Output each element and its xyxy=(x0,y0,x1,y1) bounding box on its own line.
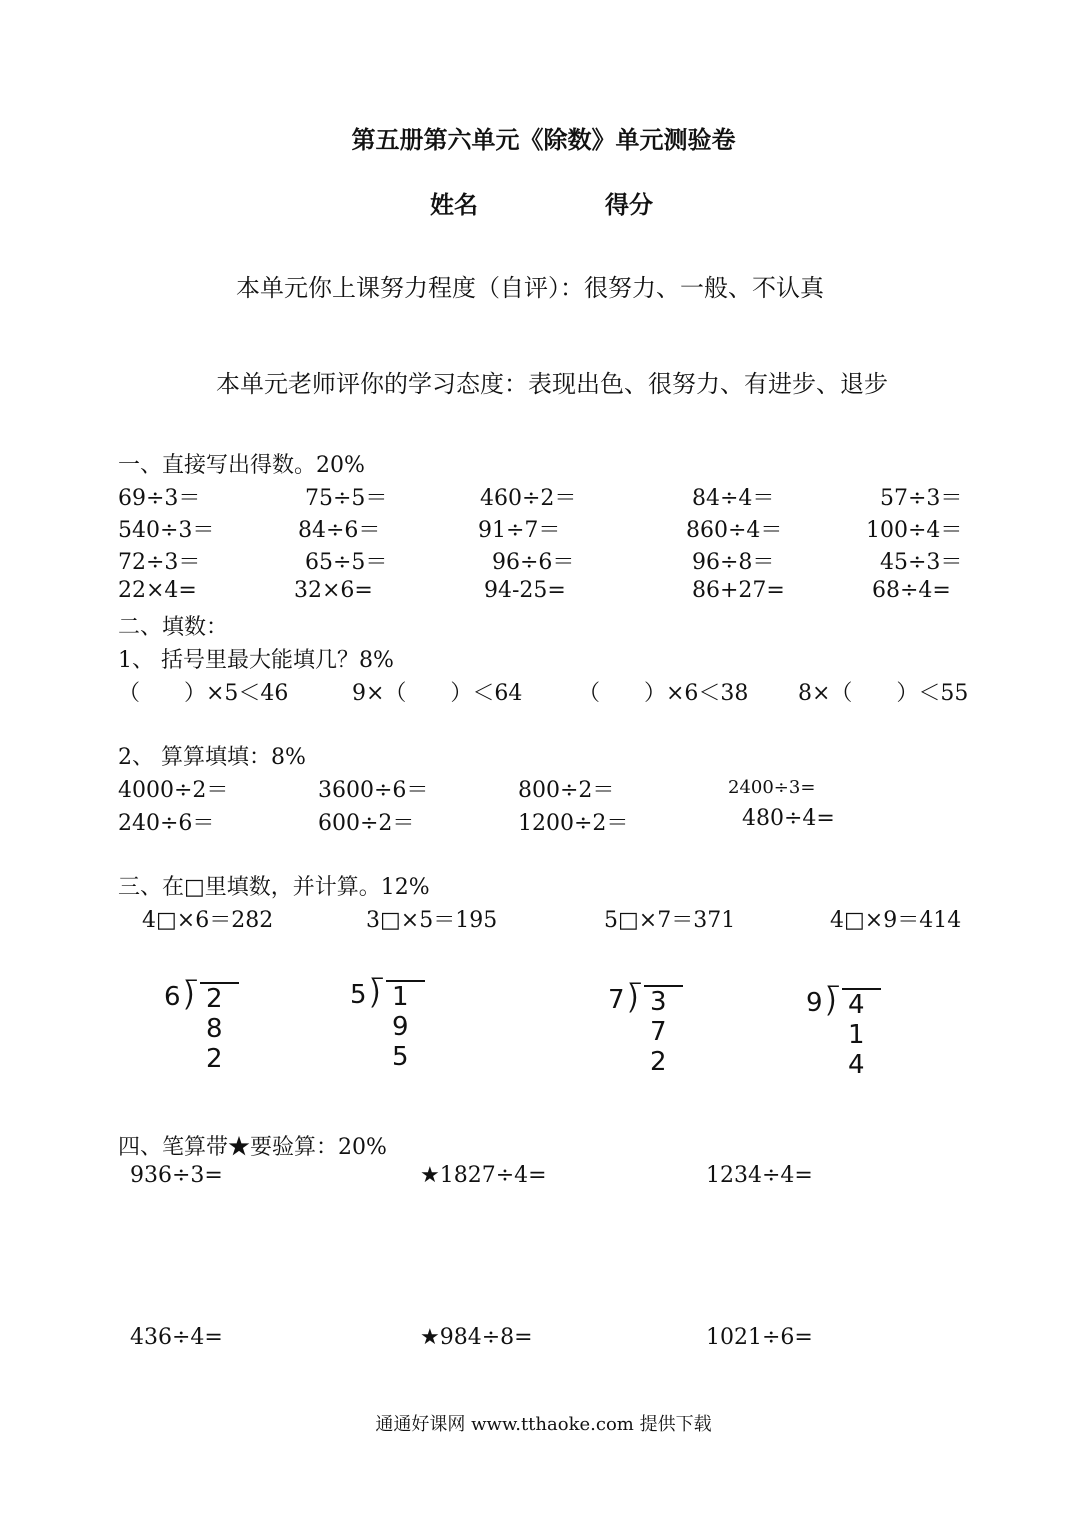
problem: 540÷3＝ xyxy=(118,518,215,543)
problem: 68÷4= xyxy=(872,578,951,603)
footer-text: 通通好课网 www.tthaoke.com 提供下载 xyxy=(375,1414,712,1435)
problem: 75÷5＝ xyxy=(305,486,388,511)
problem: 936÷3= xyxy=(130,1163,223,1188)
problem: 45÷3＝ xyxy=(880,550,963,575)
problem: 800÷2＝ xyxy=(518,778,615,803)
section2-part1-heading: 1、 括号里最大能填几？8% xyxy=(118,648,394,673)
problem: 94-25= xyxy=(484,578,566,603)
problem: 96÷6＝ xyxy=(492,550,575,575)
divisor: 5 xyxy=(350,980,367,1010)
name-label: 姓名 xyxy=(430,191,478,219)
problem: 1234÷4= xyxy=(706,1163,813,1188)
dividend: 4 1 4 xyxy=(842,988,881,1080)
problem: 96÷8＝ xyxy=(692,550,775,575)
problem: 100÷4＝ xyxy=(866,518,963,543)
section4-heading: 四、笔算带★要验算：20% xyxy=(118,1135,387,1160)
blank-item: 8×（ ）＜55 xyxy=(798,681,969,706)
problem: ★984÷8= xyxy=(420,1325,533,1350)
box-equation: 3□×5＝195 xyxy=(366,908,498,933)
section1-heading: 一、直接写出得数。20% xyxy=(118,453,365,478)
problem: 860÷4＝ xyxy=(686,518,783,543)
problem: ★1827÷4= xyxy=(420,1163,547,1188)
dividend: 1 9 5 xyxy=(386,980,425,1072)
problem: 32×6= xyxy=(294,578,373,603)
problem: 22×4= xyxy=(118,578,197,603)
page-title: 第五册第六单元《除数》单元测验卷 xyxy=(351,126,736,154)
dividend: 3 7 2 xyxy=(644,985,683,1077)
problem: 3600÷6＝ xyxy=(318,778,429,803)
section2-part2-heading: 2、 算算填填：8% xyxy=(118,745,306,770)
box-equation: 4□×9＝414 xyxy=(830,908,962,933)
blank-item: （ ）×5＜46 xyxy=(118,681,289,706)
division-bracket: ⟌ xyxy=(826,984,839,1022)
box-equation: 4□×6＝282 xyxy=(142,908,274,933)
problem: 57÷3＝ xyxy=(880,486,963,511)
section2-heading: 二、填数： xyxy=(118,615,229,640)
divisor: 7 xyxy=(608,985,625,1015)
problem: 460÷2＝ xyxy=(480,486,577,511)
division-bracket: ⟌ xyxy=(628,981,641,1019)
dividend: 2 8 2 xyxy=(200,982,239,1074)
problem: 436÷4= xyxy=(130,1325,223,1350)
division-bracket: ⟌ xyxy=(184,978,197,1016)
blank-item: 9×（ ）＜64 xyxy=(352,681,523,706)
box-equation: 5□×7＝371 xyxy=(604,908,736,933)
division-bracket: ⟌ xyxy=(370,976,383,1014)
problem: 84÷6＝ xyxy=(298,518,381,543)
problem: 84÷4＝ xyxy=(692,486,775,511)
blank-item: （ ）×6＜38 xyxy=(578,681,749,706)
problem: 91÷7＝ xyxy=(478,518,561,543)
problem: 2400÷3= xyxy=(728,777,816,798)
problem: 86+27= xyxy=(692,578,785,603)
problem: 69÷3＝ xyxy=(118,486,201,511)
problem: 240÷6＝ xyxy=(118,811,215,836)
problem: 65÷5＝ xyxy=(305,550,388,575)
problem: 4000÷2＝ xyxy=(118,778,229,803)
problem: 1021÷6= xyxy=(706,1325,813,1350)
problem: 72÷3＝ xyxy=(118,550,201,575)
divisor: 9 xyxy=(806,988,823,1018)
teacher-evaluation: 本单元老师评你的学习态度：表现出色、很努力、有进步、退步 xyxy=(216,370,888,398)
self-evaluation: 本单元你上课努力程度（自评）：很努力、一般、不认真 xyxy=(236,274,824,302)
section3-heading: 三、在□里填数，并计算。12% xyxy=(118,875,430,900)
problem: 1200÷2＝ xyxy=(518,811,629,836)
problem: 480÷4= xyxy=(742,806,835,831)
problem: 600÷2＝ xyxy=(318,811,415,836)
divisor: 6 xyxy=(164,982,181,1012)
score-label: 得分 xyxy=(605,191,653,219)
